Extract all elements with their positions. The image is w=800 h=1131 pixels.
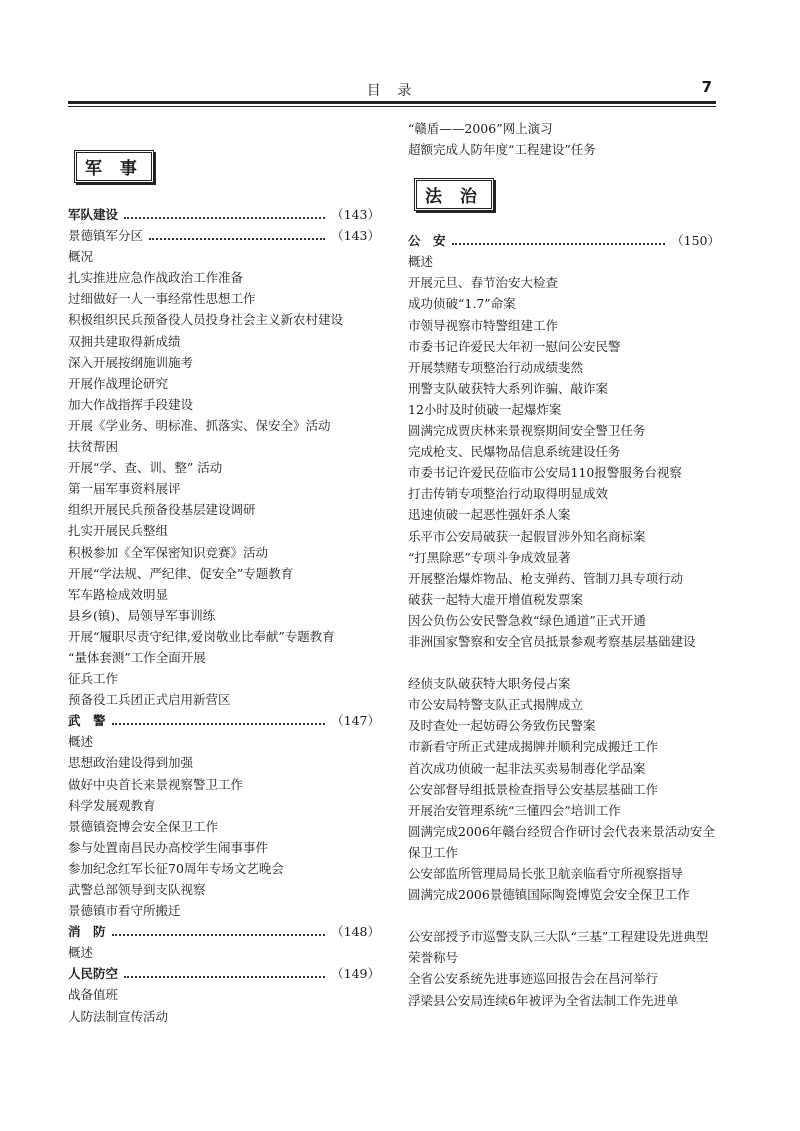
toc-item[interactable]: 公安部授予市巡警支队三大队“三基”工程建设先进典型荣誉称号: [408, 929, 709, 966]
leader-dots: [124, 217, 325, 219]
toc-item[interactable]: 景德镇市看守所搬迁: [68, 903, 181, 919]
toc-item[interactable]: 及时查处一起妨碍公务致伤民警案: [408, 718, 596, 734]
toc-item[interactable]: 成功侦破“1.7”命案: [408, 296, 516, 312]
toc-item[interactable]: 刑警支队破获特大系列诈骗、敲诈案: [408, 380, 609, 396]
toc-item[interactable]: 完成枪支、民爆物品信息系统建设任务: [408, 444, 621, 460]
toc-page-number: （148）: [331, 924, 380, 940]
toc-heading[interactable]: [68, 963, 380, 984]
leader-dots: [124, 976, 325, 978]
leader-dots: [112, 723, 326, 725]
toc-item[interactable]: 因公负伤公安民警急救“绿色通道”正式开通: [408, 612, 646, 628]
toc-item[interactable]: 概况: [68, 249, 94, 265]
toc-item[interactable]: 市委书记许爱民莅临市公安局110报警服务台视察: [408, 465, 682, 481]
toc-item[interactable]: 开展整治爆炸物品、枪支弹药、管制刀具专项行动: [408, 570, 684, 586]
toc-item[interactable]: 圆满完成2006景德镇国际陶瓷博览会安全保卫工作: [408, 887, 690, 903]
section-title-military: 军 事: [74, 150, 154, 183]
toc-item[interactable]: 概述: [68, 734, 94, 750]
toc-item[interactable]: 概述: [408, 254, 434, 270]
toc-item[interactable]: 经侦支队破获特大职务侵占案: [408, 676, 571, 692]
toc-item[interactable]: 迅速侦破一起恶性强奸杀人案: [408, 507, 571, 523]
toc-item[interactable]: 非洲国家警察和安全官员抵景参观考察基层基础建设: [408, 633, 696, 649]
toc-item[interactable]: 概述: [68, 945, 94, 961]
toc-item[interactable]: 景德镇瓷博会安全保卫工作: [68, 818, 219, 834]
header-rule-thick: [68, 101, 716, 104]
toc-item[interactable]: 圆满完成贾庆林来景视察期间安全警卫任务: [408, 423, 646, 439]
toc-entry-title: 景德镇军分区: [68, 228, 144, 244]
toc-item[interactable]: 深入开展按纲施训施考: [68, 354, 194, 370]
toc-item[interactable]: 双拥共建取得新成绩: [68, 333, 181, 349]
toc-item[interactable]: 乐平市公安局破获一起假冒涉外知名商标案: [408, 528, 646, 544]
page-number: 7: [701, 78, 712, 96]
toc-item[interactable]: 武警总部领导到支队视察: [68, 882, 206, 897]
toc-item[interactable]: 开展“学法规、严纪律、促安全”专题教育: [68, 565, 294, 581]
toc-item[interactable]: 积极组织民兵预备役人员投身社会主义新农村建设: [68, 312, 344, 328]
toc-item[interactable]: 县乡(镇)、局领导军事训练: [68, 607, 216, 623]
toc-item[interactable]: 扎实开展民兵整组: [68, 523, 169, 539]
toc-item[interactable]: 人防法制宣传活动: [68, 1008, 169, 1024]
toc-list-military: [68, 204, 380, 1027]
toc-item[interactable]: 加大作战指挥手段建设: [68, 396, 194, 412]
toc-item[interactable]: 破获一起特大虚开增值税发票案: [408, 591, 584, 607]
toc-item[interactable]: 军车路检成效明显: [68, 586, 169, 602]
toc-entry-title: 人民防空: [68, 966, 119, 982]
toc-item[interactable]: 全省公安系统先进事迹巡回报告会在昌河举行: [408, 971, 659, 987]
toc-subheading[interactable]: [68, 225, 380, 246]
toc-item[interactable]: 公安部督导组抵景检查指导公安基层基础工作: [408, 781, 659, 797]
leader-dots: [149, 238, 325, 240]
toc-item[interactable]: 圆满完成2006年赣台经贸合作研讨会代表来景活动安全保卫工作: [408, 823, 715, 860]
toc-item[interactable]: 首次成功侦破一起非法买卖易制毒化学品案: [408, 760, 646, 776]
toc-entry-title: 公 安: [408, 233, 446, 249]
header-rule-thin: [68, 106, 716, 107]
page-header: [68, 80, 716, 102]
toc-item[interactable]: 预备役工兵团正式启用新营区: [68, 692, 231, 708]
toc-list-continued: [408, 118, 720, 160]
toc-item[interactable]: 积极参加《全军保密知识竞赛》活动: [68, 544, 269, 560]
toc-heading[interactable]: [68, 710, 380, 731]
right-column: [408, 118, 720, 1011]
toc-item[interactable]: 市新看守所正式建成揭牌并顺利完成搬迁工作: [408, 739, 659, 755]
toc-item[interactable]: 开展“学、查、训、整” 活动: [68, 460, 223, 476]
toc-item[interactable]: 过细做好一人一事经常性思想工作: [68, 291, 256, 307]
toc-item[interactable]: 开展禁赌专项整治行动成绩斐然: [408, 359, 584, 375]
toc-item[interactable]: 开展作战理论研究: [68, 375, 169, 391]
toc-item[interactable]: 开展元旦、春节治安大检查: [408, 275, 559, 291]
toc-page-number: （150）: [671, 233, 720, 249]
toc-item[interactable]: 扎实推进应急作战政治工作准备: [68, 270, 244, 286]
toc-heading[interactable]: [408, 230, 720, 251]
toc-entry-title: 军队建设: [68, 207, 119, 222]
toc-heading[interactable]: [68, 921, 380, 942]
toc-item[interactable]: “量体套测”工作全面开展: [68, 649, 206, 665]
toc-page-number: （147）: [331, 713, 380, 729]
toc-heading[interactable]: [68, 204, 380, 225]
toc-page-number: （143）: [331, 207, 380, 222]
toc-entry-title: 消 防: [68, 924, 106, 940]
toc-item[interactable]: 开展《学业务、明标准、抓落实、保安全》活动: [68, 417, 331, 433]
toc-item[interactable]: 公安部监所管理局局长张卫航亲临看守所视察指导: [408, 866, 684, 881]
toc-item[interactable]: “赣盾——2006”网上演习: [408, 121, 553, 136]
toc-item[interactable]: “打黑除恶”专项斗争成效显著: [408, 549, 571, 565]
toc-item[interactable]: 打击传销专项整治行动取得明显成效: [408, 486, 609, 502]
toc-item[interactable]: 市公安局特警支队正式揭牌成立: [408, 697, 584, 713]
toc-item[interactable]: 开展“履职尽责守纪律,爱岗敬业比奉献”专题教育: [68, 628, 335, 644]
section-box-law: [414, 174, 720, 214]
toc-item[interactable]: 思想政治建设得到加强: [68, 755, 194, 771]
header-title: 目 录: [366, 83, 418, 99]
toc-item[interactable]: 市委书记许爱民大年初一慰问公安民警: [408, 338, 621, 354]
toc-item[interactable]: 组织开展民兵预备役基层建设调研: [68, 502, 256, 518]
toc-list-law: [408, 230, 720, 1010]
toc-item[interactable]: 做好中央首长来景视察警卫工作: [68, 776, 244, 792]
section-box-military: [74, 146, 380, 186]
toc-item[interactable]: 参与处置南昌民办高校学生闹事事件: [68, 839, 269, 855]
leader-dots: [112, 934, 326, 936]
toc-item[interactable]: 12小时及时侦破一起爆炸案: [408, 401, 562, 417]
section-title-law: 法 治: [414, 178, 494, 211]
left-column: [68, 140, 380, 1027]
toc-page-number: （143）: [331, 228, 380, 244]
toc-item[interactable]: 战备值班: [68, 987, 119, 1003]
toc-item[interactable]: 浮梁县公安局连续6年被评为全省法制工作先进单: [408, 992, 679, 1008]
leader-dots: [452, 243, 666, 245]
toc-page-number: （149）: [331, 966, 380, 982]
toc-item[interactable]: 参加纪念红军长征70周年专场文艺晚会: [68, 860, 284, 876]
toc-item[interactable]: 超额完成人防年度“工程建设”任务: [408, 142, 596, 158]
toc-item[interactable]: 征兵工作: [68, 671, 119, 687]
toc-item[interactable]: 扶贫帮困: [68, 439, 119, 455]
toc-item[interactable]: 开展治安管理系统“三懂四会”培训工作: [408, 802, 621, 818]
toc-entry-title: 武 警: [68, 713, 106, 729]
toc-item[interactable]: 科学发展观教育: [68, 797, 156, 813]
toc-item[interactable]: 市领导视察市特警组建工作: [408, 317, 559, 333]
toc-item[interactable]: 第一届军事资料展评: [68, 481, 181, 497]
